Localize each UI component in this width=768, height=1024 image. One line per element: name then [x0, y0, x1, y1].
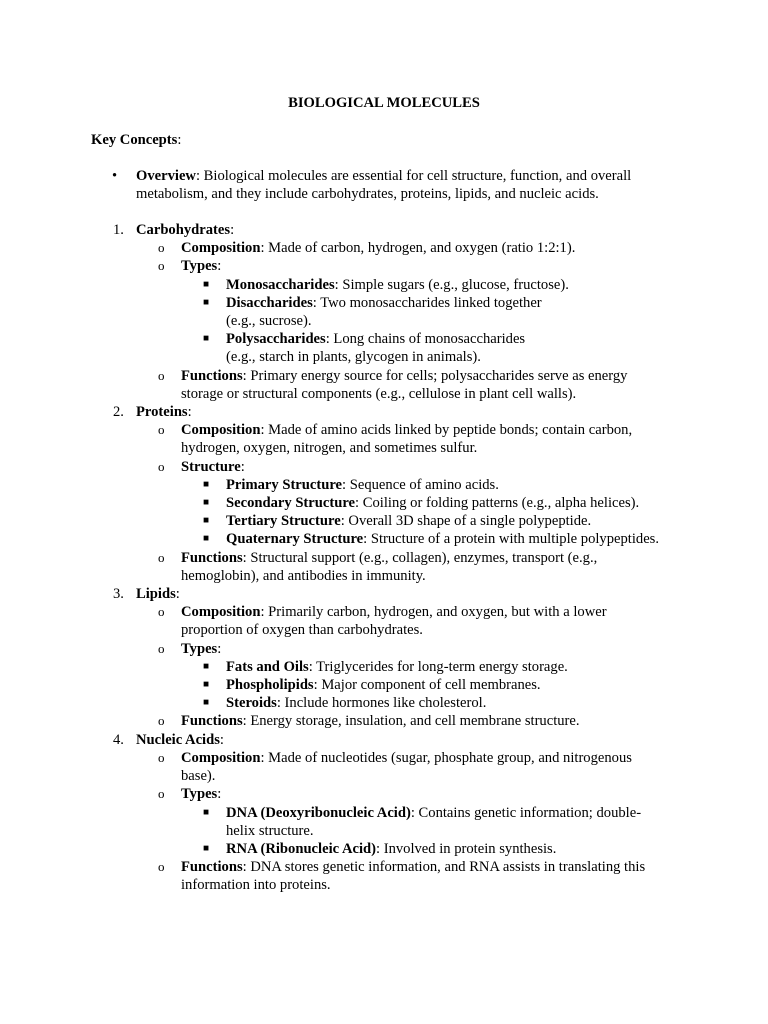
key-concepts-label: Key Concepts	[91, 132, 178, 148]
sub-item-text: : Structure of a protein with multiple polypeptides.	[363, 531, 660, 548]
circle-bullet-icon: o	[158, 367, 165, 383]
square-bullet-icon: ■	[203, 533, 210, 545]
item-text: : Made of nucleotides (sugar, phosphate group, and nitrogenous	[260, 749, 632, 766]
section-title: Proteins	[136, 404, 188, 421]
item-term: Functions	[181, 549, 243, 566]
sub-item-term: Monosaccharides	[226, 276, 335, 293]
list-item	[158, 421, 676, 457]
sub-list-item	[203, 276, 676, 294]
item-term: Functions	[181, 367, 243, 384]
square-bullet-icon: ■	[203, 278, 210, 290]
key-concepts-heading: Key Concepts:	[91, 132, 182, 148]
sub-item-text: : Two monosaccharides linked together	[312, 294, 542, 311]
sub-list-item	[203, 694, 676, 712]
overview-item	[112, 167, 666, 203]
sub-item-term: RNA (Ribonucleic Acid)	[226, 840, 376, 857]
section-title: Nucleic Acids	[136, 731, 220, 748]
sub-item-text: : Simple sugars (e.g., glucose, fructose).	[334, 276, 569, 293]
sub-item-term: Steroids	[226, 695, 277, 712]
sub-list-item	[203, 512, 676, 530]
sub-list-item	[203, 676, 676, 694]
sub-item-text: : Long chains of monosaccharides	[325, 331, 526, 348]
list-item	[158, 257, 676, 275]
square-bullet-icon: ■	[203, 679, 210, 691]
square-bullet-icon: ■	[203, 478, 210, 490]
square-bullet-icon: ■	[203, 842, 210, 854]
item-term: Structure	[181, 458, 241, 475]
item-text: :	[217, 640, 222, 657]
square-bullet-icon: ■	[203, 296, 210, 308]
sub-item-term: Tertiary Structure	[226, 513, 341, 530]
list-item	[158, 858, 676, 894]
circle-bullet-icon: o	[158, 859, 165, 875]
sub-item-text: : Overall 3D shape of a single polypeptide.	[340, 513, 592, 530]
circle-bullet-icon: o	[158, 713, 165, 729]
item-text: : DNA stores genetic information, and RNA assists in translating this	[242, 859, 646, 876]
item-text-cont: proportion of oxygen than carbohydrates.	[181, 622, 423, 639]
circle-bullet-icon: o	[158, 640, 165, 656]
section-number: 2.	[113, 404, 124, 421]
square-bullet-icon: ■	[203, 333, 210, 345]
circle-bullet-icon: o	[158, 549, 165, 565]
list-item	[158, 367, 676, 403]
item-term: Functions	[181, 859, 243, 876]
circle-bullet-icon: o	[158, 258, 165, 274]
item-text: :	[240, 458, 245, 475]
list-item	[158, 712, 676, 730]
section-4: 4. Nucleic Acids:	[113, 731, 224, 748]
sub-item-term: Primary Structure	[226, 476, 343, 493]
item-text-cont: storage or structural components (e.g., cellulose in plant cell walls).	[181, 385, 577, 402]
sub-list-item	[203, 804, 676, 840]
sub-item-term: Secondary Structure	[226, 495, 356, 512]
sub-item-term: Fats and Oils	[226, 658, 309, 675]
square-bullet-icon: ■	[203, 660, 210, 672]
sub-item-term: Polysaccharides	[226, 331, 326, 348]
item-text: :	[217, 786, 222, 803]
section-title: Carbohydrates	[136, 222, 231, 238]
item-term: Functions	[181, 713, 243, 730]
sub-item-term: DNA (Deoxyribonucleic Acid)	[226, 804, 411, 821]
sub-list-item	[203, 494, 676, 512]
item-term: Types	[181, 640, 218, 657]
list-item	[158, 458, 676, 476]
sub-item-text: : Include hormones like cholesterol.	[276, 695, 487, 712]
sub-list-item	[203, 476, 676, 494]
circle-bullet-icon: o	[158, 604, 165, 620]
circle-bullet-icon: o	[158, 749, 165, 765]
sub-item-text: : Major component of cell membranes.	[313, 677, 541, 694]
item-text-cont: base).	[181, 768, 216, 785]
list-item	[158, 785, 676, 803]
list-item	[158, 603, 676, 639]
sub-list-item	[203, 530, 676, 548]
item-term: Composition	[181, 240, 261, 257]
circle-bullet-icon: o	[158, 458, 165, 474]
item-term: Composition	[181, 422, 261, 439]
item-text-cont: information into proteins.	[181, 877, 331, 894]
item-text: :	[217, 258, 222, 275]
section-number: 4.	[113, 731, 124, 748]
item-term: Types	[181, 258, 218, 275]
section-number: 3.	[113, 586, 124, 603]
sub-item-text: : Sequence of amino acids.	[342, 476, 499, 493]
sub-list-item	[203, 294, 676, 330]
item-text: : Primarily carbon, hydrogen, and oxygen, but with a lower	[260, 604, 607, 621]
sub-item-text: : Involved in protein synthesis.	[376, 840, 557, 857]
item-text-cont: hemoglobin), and antibodies in immunity.	[181, 567, 426, 584]
circle-bullet-icon: o	[158, 422, 165, 438]
item-text: : Primary energy source for cells; polysaccharides serve as energy	[242, 367, 628, 384]
list-item	[158, 549, 676, 585]
sub-item-term: Quaternary Structure	[226, 531, 364, 548]
sub-item-text: : Coiling or folding patterns (e.g., alpha helices).	[355, 495, 640, 512]
item-term: Composition	[181, 604, 261, 621]
bullet-icon: •	[112, 168, 118, 184]
item-text: : Structural support (e.g., collagen), enzymes, transport (e.g.,	[242, 549, 598, 566]
sub-list-item	[203, 840, 676, 858]
square-bullet-icon: ■	[203, 497, 210, 509]
list-item	[158, 640, 676, 658]
section-2: 2. Proteins:	[113, 404, 192, 421]
item-text: : Energy storage, insulation, and cell membrane structure.	[242, 713, 580, 730]
sub-item-text: : Triglycerides for long-term energy storage.	[308, 658, 568, 675]
square-bullet-icon: ■	[203, 515, 210, 527]
item-text: : Made of carbon, hydrogen, and oxygen (ratio 1:2:1).	[260, 240, 576, 257]
list-item	[158, 239, 676, 257]
item-text-cont: hydrogen, oxygen, nitrogen, and sometimes sulfur.	[181, 440, 478, 457]
item-term: Types	[181, 786, 218, 803]
section-title: Lipids	[136, 586, 176, 603]
square-bullet-icon: ■	[203, 697, 210, 709]
sub-item-term: Phospholipids	[226, 677, 314, 694]
overview-text: : Biological molecules are essential for cell structure, function, and overall metabolism, and they include carbohydrates, proteins, lipids, and nucleic acids.	[136, 168, 632, 203]
sub-item-text-cont: (e.g., sucrose).	[226, 313, 312, 330]
sub-item-text-cont: helix structure.	[226, 822, 314, 839]
circle-bullet-icon: o	[158, 786, 165, 802]
sub-list-item	[203, 330, 676, 366]
sub-item-term: Disaccharides	[226, 294, 313, 311]
item-term: Composition	[181, 749, 261, 766]
section-1: 1. Carbohydrates:	[113, 222, 235, 238]
document-title: BIOLOGICAL MOLECULES	[288, 95, 480, 111]
numbered-sections	[113, 221, 676, 895]
sub-item-text: : Contains genetic information; double-	[410, 804, 642, 821]
square-bullet-icon: ■	[203, 806, 210, 818]
section-3: 3. Lipids:	[113, 586, 180, 603]
sub-list-item	[203, 658, 676, 676]
sub-item-text-cont: (e.g., starch in plants, glycogen in animals).	[226, 349, 481, 366]
list-item	[158, 749, 676, 785]
overview-term: Overview	[136, 168, 196, 184]
circle-bullet-icon: o	[158, 240, 165, 256]
item-text: : Made of amino acids linked by peptide bonds; contain carbon,	[260, 422, 633, 439]
section-number: 1.	[113, 222, 124, 238]
